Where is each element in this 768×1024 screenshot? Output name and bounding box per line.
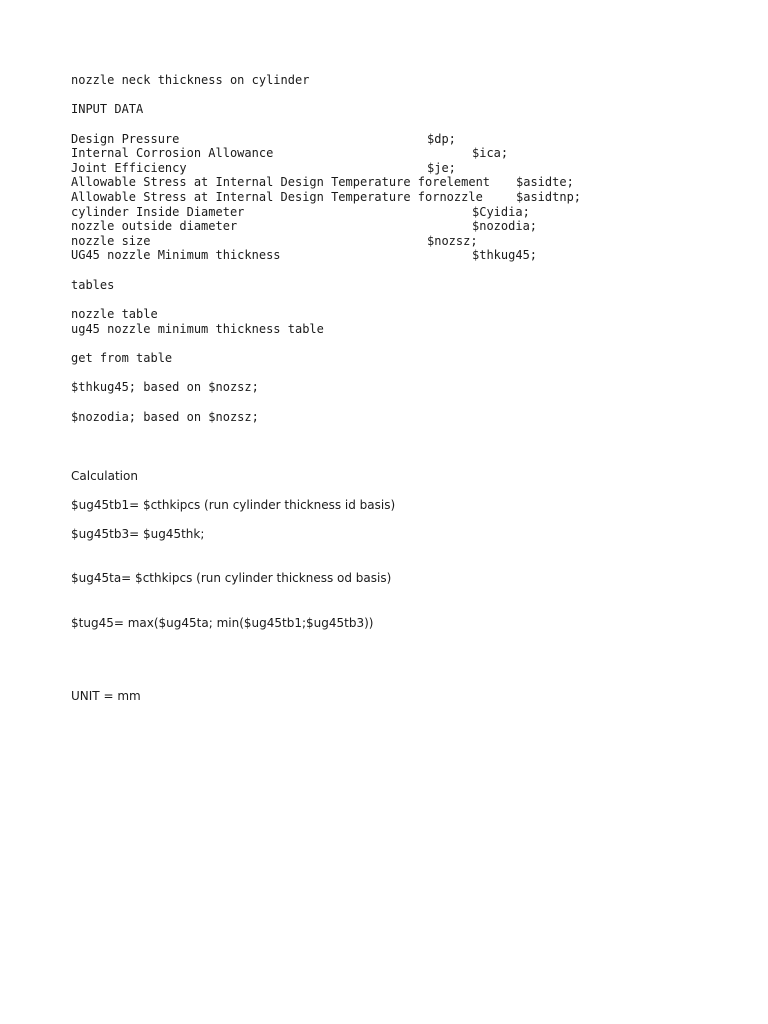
table-item-nozzle: nozzle table (71, 307, 158, 321)
input-label-allowable-stress-element: Allowable Stress at Internal Design Temperature forelement (71, 175, 491, 189)
input-label-joint-efficiency: Joint Efficiency (71, 161, 187, 175)
input-var-allowable-stress-element: $asidte; (516, 175, 574, 189)
input-var-cylinder-inside-diameter: $Cyidia; (472, 205, 530, 219)
calc-tug45: $tug45= max($ug45ta; min($ug45tb1;$ug45tb3)) (71, 616, 374, 630)
tables-heading: tables (71, 278, 115, 292)
input-label-ug45-min-thickness: UG45 nozzle Minimum thickness (71, 248, 281, 262)
input-label-allowable-stress-nozzle: Allowable Stress at Internal Design Temperature fornozzle (71, 190, 483, 204)
input-var-nozzle-outside-diameter: $nozodia; (472, 219, 538, 233)
calc-ug45tb1: $ug45tb1= $cthkipcs (run cylinder thickness id basis) (71, 498, 396, 512)
lookup-nozodia: $nozodia; based on $nozsz; (71, 410, 259, 424)
document-title: nozzle neck thickness on cylinder (71, 73, 310, 87)
calc-ug45ta: $ug45ta= $cthkipcs (run cylinder thickness od basis) (71, 571, 392, 585)
input-var-allowable-stress-nozzle: $asidtnp; (516, 190, 582, 204)
input-data-heading: INPUT DATA (71, 102, 144, 116)
input-var-joint-efficiency: $je; (427, 161, 456, 175)
input-label-cylinder-inside-diameter: cylinder Inside Diameter (71, 205, 245, 219)
input-label-nozzle-outside-diameter: nozzle outside diameter (71, 219, 238, 233)
table-item-ug45: ug45 nozzle minimum thickness table (71, 322, 324, 336)
input-label-design-pressure: Design Pressure (71, 132, 180, 146)
input-var-design-pressure: $dp; (427, 132, 456, 146)
get-from-table-heading: get from table (71, 351, 173, 365)
lookup-thkug45: $thkug45; based on $nozsz; (71, 380, 259, 394)
input-label-corrosion-allowance: Internal Corrosion Allowance (71, 146, 274, 160)
input-var-ug45-min-thickness: $thkug45; (472, 248, 538, 262)
calculation-heading: Calculation (71, 469, 138, 483)
calc-ug45tb3: $ug45tb3= $ug45thk; (71, 527, 205, 541)
input-var-nozzle-size: $nozsz; (427, 234, 478, 248)
unit-label: UNIT = mm (71, 689, 141, 703)
input-var-corrosion-allowance: $ica; (472, 146, 509, 160)
input-label-nozzle-size: nozzle size (71, 234, 151, 248)
